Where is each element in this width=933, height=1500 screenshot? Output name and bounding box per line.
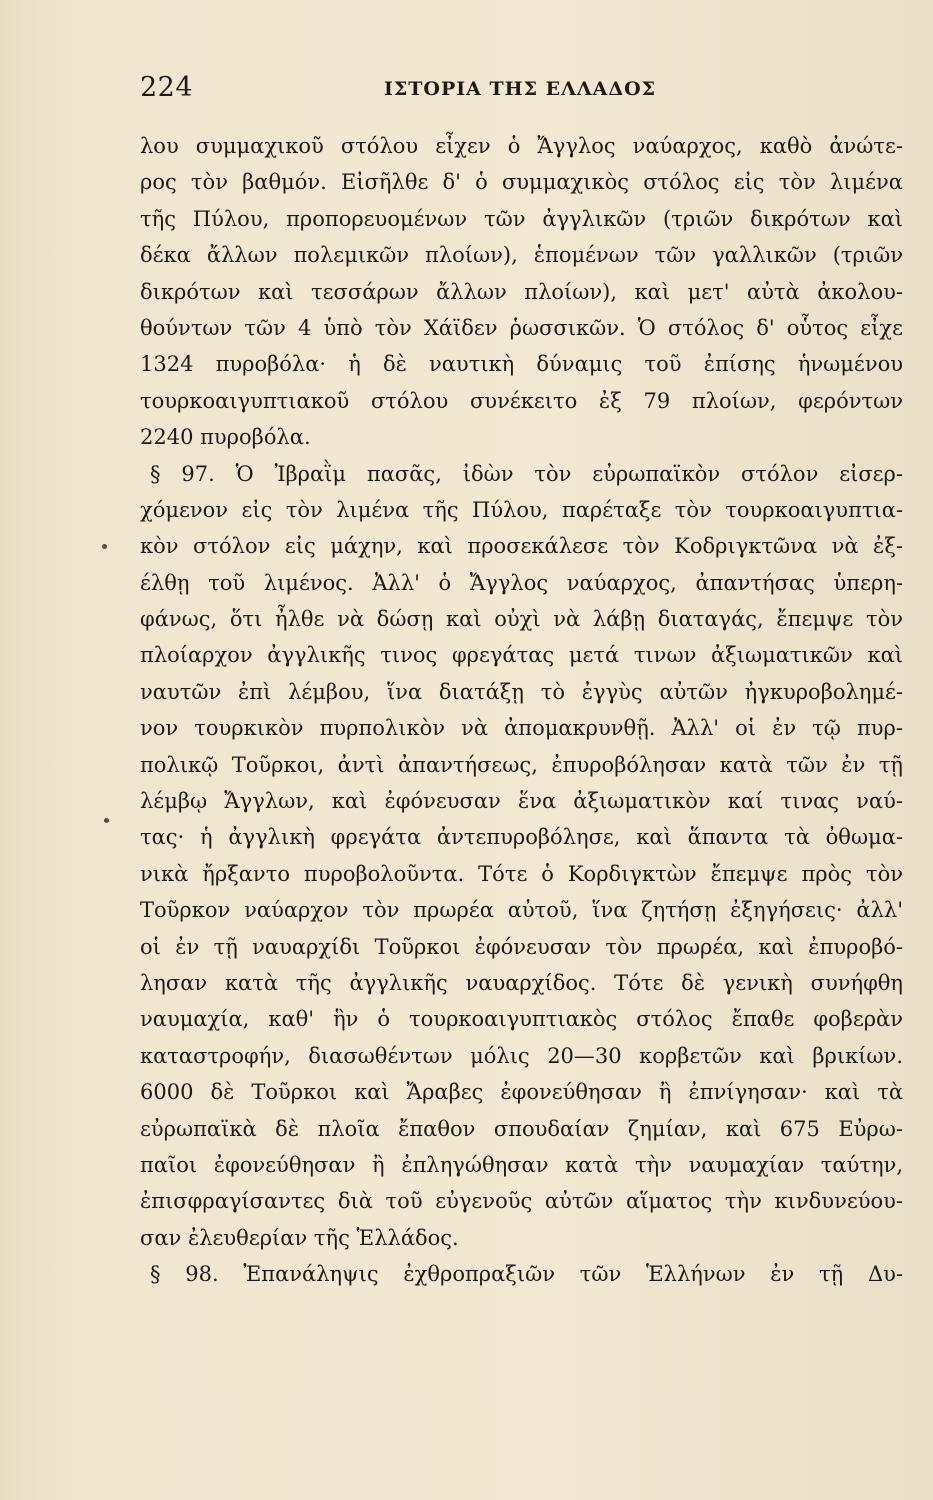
section-97-heading-line: § 97. Ὁ Ἰβραῒμ πασᾶς, ἰδὼν τὸν εὐρωπαϊκὸν στόλον εἰσερ-: [150, 461, 903, 486]
text-line: λου συμμαχικοῦ στόλου εἶχεν ὁ Ἄγγλος ναύαρχος, καθὸ ἀνώτε-: [140, 134, 903, 158]
text-line: νον τουρκικὸν πυρπολικὸν νὰ ἀπομακρυνθῇ. Ἀλλ' οἱ ἐν τῷ πυρ-: [140, 716, 903, 741]
text-line: καταστροφήν, διασωθέντων μόλις 20—30 κορβετῶν καὶ βρικίων.: [140, 1043, 903, 1068]
text-line: ναυμαχία, καθ' ἣν ὁ τουρκοαιγυπτιακὸς στόλος ἔπαθε φοβερὰν: [140, 1007, 903, 1032]
text-line: οἱ ἐν τῇ ναυαρχίδι Τοῦρκοι ἐφόνευσαν τὸν πρωρέα, καὶ ἐπυροβό-: [140, 934, 903, 959]
text-line: 1324 πυροβόλα· ἡ δὲ ναυτικὴ δύναμις τοῦ ἐπίσης ἡνωμένου: [140, 352, 903, 377]
page-header: [140, 72, 900, 112]
text-line: τουρκοαιγυπτιακοῦ στόλου συνέκειτο ἐξ 79 πλοίων, φερόντων: [140, 388, 903, 413]
text-line: ἐπισφραγίσαντες διὰ τοῦ εὐγενοῦς αὐτῶν αἵματος τὴν κινδυνεύου-: [140, 1189, 903, 1214]
text-line: πλοίαρχον ἀγγλικῆς τινος φρεγάτας μετά τινων ἀξιωματικῶν καὶ: [140, 643, 903, 668]
text-line: 2240 πυροβόλα.: [140, 425, 311, 450]
text-line: θούντων τῶν 4 ὑπὸ τὸν Χάϊδεν ῥωσσικῶν. Ὁ στόλος δ' οὗτος εἶχε: [140, 315, 903, 340]
text-line: τας· ἡ ἀγγλικὴ φρεγάτα ἀντεπυροβόλησε, καὶ ἅπαντα τὰ ὀθωμα-: [140, 825, 903, 850]
margin-dot: [104, 818, 109, 823]
text-line: 6000 δὲ Τοῦρκοι καὶ Ἄραβες ἐφονεύθησαν ἢ ἐπνίγησαν· καὶ τὰ: [140, 1080, 903, 1105]
text-line: ρος τὸν βαθμόν. Εἰσῆλθε δ' ὁ συμμαχικὸς στόλος εἰς τὸν λιμένα: [140, 170, 903, 195]
text-line: φάνως, ὅτι ἦλθε νὰ δώσῃ καὶ οὐχὶ νὰ λάβῃ διαταγάς, ἔπεμψε τὸν: [140, 607, 903, 632]
running-head: ΙΣΤΟΡΙΑ ΤΗΣ ΕΛΛΑΔΟΣ: [383, 78, 657, 100]
text-line: έλθῃ τοῦ λιμένος. Ἀλλ' ὁ Ἄγγλος ναύαρχος, ἀπαντήσας ὑπερη-: [140, 570, 903, 595]
margin-dot: [102, 544, 107, 549]
text-line: λέμβῳ Ἄγγλων, καὶ ἐφόνευσαν ἕνα ἀξιωματικὸν καί τινας ναύ-: [140, 789, 903, 814]
body-text: [140, 128, 903, 1293]
text-line: δικρότων καὶ τεσσάρων ἄλλων πλοίων), καὶ μετ' αὐτὰ ἀκολου-: [140, 279, 903, 304]
text-line: ναυτῶν ἐπὶ λέμβου, ἵνα διατάξῃ τὸ ἐγγὺς αὐτῶν ἠγκυροβολημέ-: [140, 679, 903, 704]
text-line: τῆς Πύλου, προπορευομένων τῶν ἀγγλικῶν (τριῶν δικρότων καὶ: [140, 206, 903, 231]
text-line: εὐρωπαϊκὰ δὲ πλοῖα ἔπαθον σπουδαίαν ζημίαν, καὶ 675 Εὐρω-: [140, 1116, 903, 1141]
text-line: λησαν κατὰ τῆς ἀγγλικῆς ναυαρχίδος. Τότε δὲ γενικὴ συνήφθη: [140, 970, 903, 995]
page-number: 224: [140, 72, 194, 103]
section-98-heading-line: § 98. Ἐπανάληψις ἐχθροπραξιῶν τῶν Ἑλλήνων ἐν τῇ Δυ-: [150, 1262, 903, 1287]
text-line: δέκα ἄλλων πολεμικῶν πλοίων), ἑπομένων τῶν γαλλικῶν (τριῶν: [140, 243, 903, 268]
text-line: παῖοι ἐφονεύθησαν ἢ ἐπληγώθησαν κατὰ τὴν ναυμαχίαν ταύτην,: [140, 1152, 903, 1177]
text-line: νικὰ ἤρξαντο πυροβολοῦντα. Τότε ὁ Κορδιγκτὼν ἔπεμψε πρὸς τὸν: [140, 861, 903, 886]
text-line: σαν ἐλευθερίαν τῆς Ἑλλάδος.: [140, 1225, 459, 1250]
text-line: χόμενον εἰς τὸν λιμένα τῆς Πύλου, παρέταξε τὸν τουρκοαιγυπτια-: [140, 497, 903, 522]
text-line: Τοῦρκον ναύαρχον τὸν πρωρέα αὐτοῦ, ἵνα ζητήσῃ ἐξηγήσεις· ἀλλ': [140, 898, 903, 923]
text-line: πολικῷ Τοῦρκοι, ἀντὶ ἀπαντήσεως, ἐπυροβόλησαν κατὰ τῶν ἐν τῇ: [140, 752, 903, 777]
text-line: κὸν στόλον εἰς μάχην, καὶ προσεκάλεσε τὸν Κοδριγκτῶνα νὰ ἐξ-: [140, 534, 903, 559]
